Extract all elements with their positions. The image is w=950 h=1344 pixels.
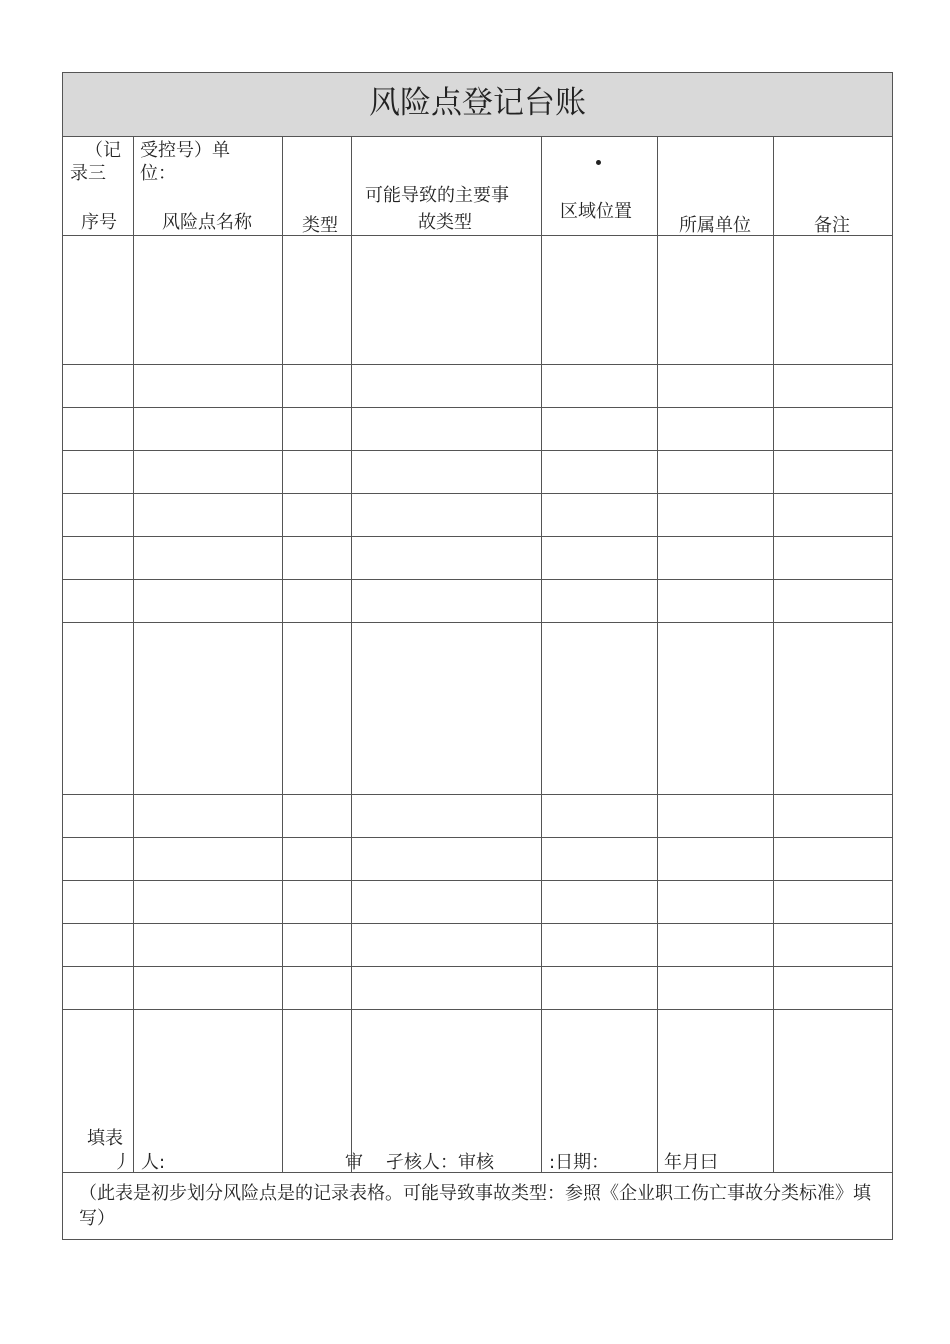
title-band bbox=[63, 73, 892, 137]
col-divider bbox=[282, 136, 283, 1172]
row-line bbox=[63, 493, 892, 494]
row-line bbox=[63, 880, 892, 881]
row-line bbox=[63, 407, 892, 408]
row-line bbox=[63, 794, 892, 795]
col-header-type: 类型 bbox=[302, 215, 338, 236]
col-divider bbox=[657, 136, 658, 1172]
col-header-seq: 序号 bbox=[81, 212, 117, 233]
col-divider bbox=[133, 136, 134, 1172]
record-prefix-line2: 录三 bbox=[70, 163, 106, 184]
reviewer-label-b: 孑核人：审核 bbox=[386, 1152, 494, 1173]
record-prefix-line1: （记 bbox=[85, 140, 121, 161]
bullet-mark bbox=[596, 160, 601, 165]
header-bottom-line bbox=[63, 235, 892, 236]
col-divider bbox=[351, 136, 352, 1172]
row-line bbox=[63, 1009, 892, 1010]
row-line bbox=[63, 837, 892, 838]
col-header-location: 区域位置 bbox=[560, 201, 632, 222]
row-line bbox=[63, 579, 892, 580]
row-line bbox=[63, 536, 892, 537]
page-title: 风险点登记台账 bbox=[369, 85, 586, 121]
row-line bbox=[63, 364, 892, 365]
filler-label-line1: 填表 bbox=[87, 1128, 123, 1149]
date-ymd-label: 年月曰 bbox=[664, 1152, 718, 1173]
row-line bbox=[63, 450, 892, 451]
col-divider bbox=[773, 136, 774, 1172]
filler-label-line2: 丿 bbox=[113, 1152, 131, 1173]
row-line bbox=[63, 966, 892, 967]
unit-label-line1: 受控号）单 bbox=[140, 140, 230, 161]
reviewer-label-a: 审 bbox=[345, 1152, 363, 1173]
form-note: （此表是初步划分风险点是的记录表格。可能导致事故类型：参照《企业职工伤亡事故分类标准》填写） bbox=[79, 1183, 871, 1229]
col-header-accident-line1: 可能导致的主要事 bbox=[365, 185, 509, 206]
date-label: :日期： bbox=[549, 1152, 610, 1173]
col-divider bbox=[541, 136, 542, 1172]
col-header-remark: 备注 bbox=[814, 215, 850, 236]
unit-label-line2: 位： bbox=[140, 163, 176, 184]
col-header-accident-line2: 故类型 bbox=[418, 212, 472, 233]
row-line bbox=[63, 923, 892, 924]
filler-person-label: 人: bbox=[141, 1152, 166, 1173]
row-line bbox=[63, 622, 892, 623]
risk-register-sheet bbox=[62, 72, 893, 1240]
col-header-risk-name: 风险点名称 bbox=[162, 212, 252, 233]
col-header-unit: 所属单位 bbox=[679, 215, 751, 236]
